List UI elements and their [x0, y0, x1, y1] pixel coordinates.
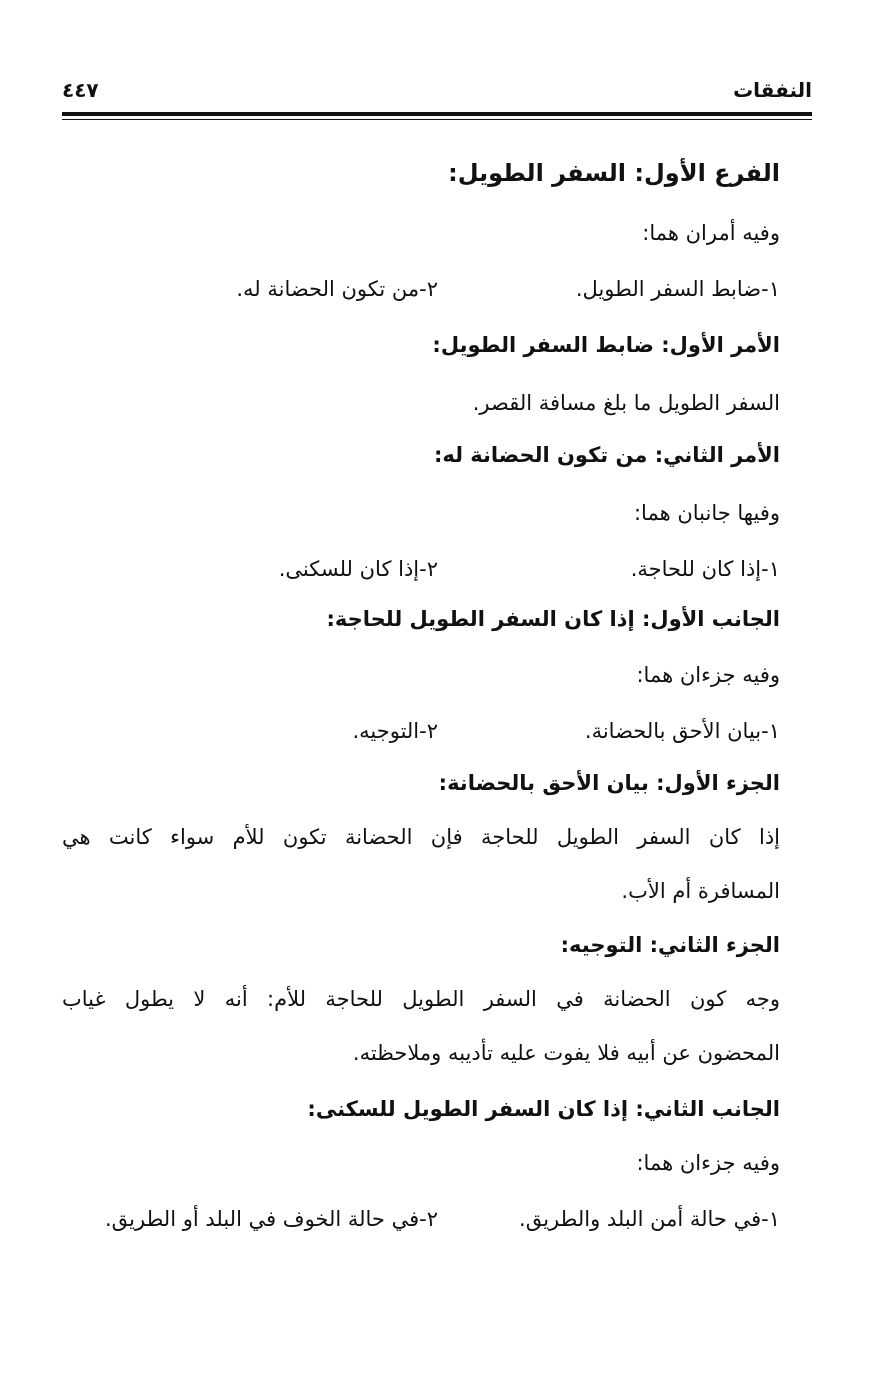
list-item: ٢-التوجيه.: [352, 719, 438, 743]
running-title: النفقات: [733, 78, 812, 102]
paragraph-line: وفيه أمران هما:: [642, 221, 780, 245]
subsection-heading: الجزء الثاني: التوجيه:: [560, 933, 780, 957]
list-item: ٢-إذا كان للسكنى.: [278, 557, 438, 581]
subsection-heading: الجزء الأول: بيان الأحق بالحضانة:: [438, 771, 780, 795]
two-item-list: [80, 274, 780, 304]
paragraph-line: السفر الطويل ما بلغ مسافة القصر.: [472, 391, 780, 415]
list-item: ١-في حالة أمن البلد والطريق.: [519, 1207, 780, 1231]
paragraph-line: المحضون عن أبيه فلا يفوت عليه تأديبه وملاحظته.: [352, 1041, 780, 1065]
subsection-heading: الأمر الثاني: من تكون الحضانة له:: [433, 443, 780, 467]
paragraph-line: وفيه جزءان هما:: [636, 1151, 780, 1175]
page-header: [62, 74, 812, 110]
header-rule-thin: [62, 119, 812, 120]
two-item-list: [80, 554, 780, 584]
section-heading: الفرع الأول: السفر الطويل:: [448, 159, 780, 187]
list-item: ١-بيان الأحق بالحضانة.: [584, 719, 780, 743]
list-item: ١-إذا كان للحاجة.: [630, 557, 780, 581]
list-item: ١-ضابط السفر الطويل.: [575, 277, 780, 301]
list-item: ٢-من تكون الحضانة له.: [236, 277, 438, 301]
header-rule-thick: [62, 112, 812, 116]
paragraph-line: إذا كان السفر الطويل للحاجة فإن الحضانة تكون للأم سواء كانت هي: [62, 825, 780, 849]
two-item-list: [80, 1204, 780, 1234]
paragraph-line: وفيها جانبان هما:: [633, 501, 780, 525]
paragraph-line: المسافرة أم الأب.: [621, 879, 780, 903]
subsection-heading: الأمر الأول: ضابط السفر الطويل:: [432, 333, 780, 357]
list-item: ٢-في حالة الخوف في البلد أو الطريق.: [104, 1207, 438, 1231]
subsection-heading: الجانب الثاني: إذا كان السفر الطويل للسكنى:: [307, 1097, 780, 1121]
subsection-heading: الجانب الأول: إذا كان السفر الطويل للحاجة:: [326, 607, 780, 631]
page-number: ٤٤٧: [62, 78, 99, 102]
paragraph-line: وجه كون الحضانة في السفر الطويل للحاجة للأم: أنه لا يطول غياب: [62, 987, 780, 1011]
paragraph-line: وفيه جزءان هما:: [636, 663, 780, 687]
two-item-list: [80, 716, 780, 746]
